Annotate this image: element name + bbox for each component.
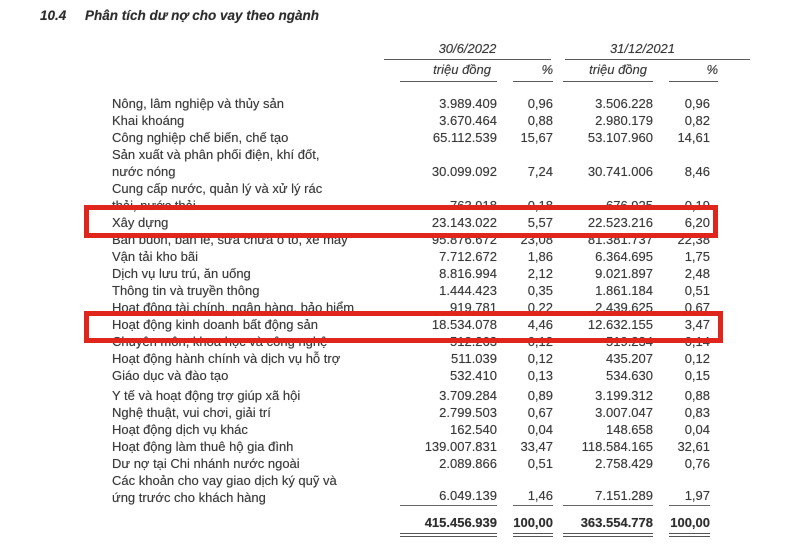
industry-label: Nông, lâm nghiệp và thủy sản bbox=[112, 96, 284, 111]
amount-2021: 81.381.737 bbox=[587, 232, 653, 247]
percent-2021: 100,00 bbox=[653, 506, 710, 537]
amount-2022: 65.112.539 bbox=[432, 130, 497, 145]
amount-2022: 511.039 bbox=[450, 351, 497, 366]
amount-2022: 8.816.994 bbox=[439, 266, 497, 281]
percent-2021: 0,04 bbox=[684, 422, 710, 437]
industry-label: Giáo dục và đào tạo bbox=[112, 368, 229, 383]
percent-2021: 0,82 bbox=[684, 113, 710, 128]
percent-header-2022: % bbox=[497, 60, 553, 82]
amount-2022: 162.540 bbox=[450, 422, 497, 437]
table-row bbox=[112, 455, 710, 472]
percent-2022: 0,18 bbox=[527, 198, 553, 213]
table-row bbox=[112, 282, 710, 299]
amount-2022: 2.089.866 bbox=[439, 456, 497, 471]
percent-2021: 2,48 bbox=[684, 266, 710, 281]
percent-2022: 1,86 bbox=[527, 249, 553, 264]
industry-label: Y tế và hoạt động trợ giúp xã hội bbox=[112, 388, 301, 403]
amount-2022: 6.049.139 bbox=[390, 472, 497, 506]
amount-2021: 53.107.960 bbox=[587, 130, 653, 145]
percent-2022: 0,22 bbox=[527, 300, 553, 315]
amount-2022: 512.263 bbox=[450, 334, 497, 349]
loan-table-body bbox=[112, 82, 710, 537]
percent-2022: 0,04 bbox=[527, 422, 553, 437]
amount-2022: 30.099.092 bbox=[431, 164, 497, 179]
industry-label: Hoạt động kinh doanh bất động sản bbox=[112, 317, 319, 332]
amount-2022: 139.007.831 bbox=[424, 439, 497, 454]
amount-2021: 7.151.289 bbox=[553, 472, 653, 506]
percent-2021: 0,96 bbox=[684, 96, 710, 111]
amount-2021: 118.584.165 bbox=[581, 439, 653, 454]
highlight-box-xay-dung bbox=[84, 205, 718, 238]
amount-2022: 1.444.423 bbox=[439, 283, 497, 298]
industry-label: Cung cấp nước, quản lý và xử lý rác thải, nước thải bbox=[112, 181, 323, 213]
percent-2021: 0,14 bbox=[684, 334, 710, 349]
percent-2021: 0,19 bbox=[684, 198, 710, 213]
table-header bbox=[112, 40, 718, 82]
table-row bbox=[112, 421, 710, 438]
percent-2022: 0,51 bbox=[527, 456, 553, 471]
amount-2021: 22.523.216 bbox=[587, 215, 653, 230]
amount-2021: 12.632.155 bbox=[587, 317, 653, 332]
amount-2021: 3.007.047 bbox=[595, 405, 653, 420]
amount-2022: 3.989.409 bbox=[439, 96, 497, 111]
percent-2021: 0,15 bbox=[684, 368, 710, 383]
percent-2022: 1,46 bbox=[497, 472, 553, 506]
table-row bbox=[112, 367, 710, 384]
highlight-box-bat-dong-san bbox=[84, 311, 723, 343]
industry-label: Hoạt động hành chính và dịch vụ hỗ trợ bbox=[112, 351, 341, 366]
period-header-2021: 31/12/2021 bbox=[553, 40, 710, 60]
industry-label: Sản xuất và phân phối điện, khí đốt, nước nóng bbox=[112, 147, 320, 179]
percent-2021: 22,38 bbox=[677, 232, 710, 247]
industry-label: Dịch vụ lưu trú, ăn uống bbox=[112, 266, 251, 281]
percent-2021: 0,88 bbox=[684, 388, 710, 403]
amount-2021: 2.439.625 bbox=[595, 300, 653, 315]
table-row bbox=[112, 404, 710, 421]
table-row bbox=[112, 129, 710, 146]
amount-2022: 415.456.939 bbox=[390, 506, 497, 537]
table-row bbox=[112, 82, 710, 112]
amount-2022: 763.918 bbox=[450, 198, 497, 213]
percent-2021: 0,12 bbox=[684, 351, 710, 366]
amount-2022: 7.712.672 bbox=[439, 249, 497, 264]
percent-2021: 3,47 bbox=[684, 317, 710, 332]
percent-2022: 0,35 bbox=[527, 283, 553, 298]
amount-2021: 3.199.312 bbox=[595, 388, 653, 403]
industry-label: Nghệ thuật, vui chơi, giải trí bbox=[112, 405, 271, 420]
percent-2021: 0,76 bbox=[684, 456, 710, 471]
table-row bbox=[112, 384, 710, 404]
amount-2022: 23.143.022 bbox=[431, 215, 497, 230]
loan-by-industry-table bbox=[112, 40, 718, 537]
section-number: 10.4 bbox=[40, 8, 67, 23]
percent-2022: 0,12 bbox=[527, 334, 553, 349]
percent-2022: 5,57 bbox=[527, 215, 553, 230]
amount-2022: 2.799.503 bbox=[439, 405, 497, 420]
percent-2021: 1,97 bbox=[653, 472, 710, 506]
percent-2022: 0,67 bbox=[527, 405, 553, 420]
header-spacer bbox=[112, 40, 390, 60]
percent-2021: 1,75 bbox=[684, 249, 710, 264]
industry-label: Vận tải kho bãi bbox=[112, 249, 199, 264]
percent-2021: 14,61 bbox=[677, 130, 710, 145]
industry-label: Khai khoáng bbox=[112, 113, 185, 128]
amount-2021: 3.506.228 bbox=[595, 96, 653, 111]
industry-label: Thông tin và truyền thông bbox=[112, 283, 260, 298]
percent-2022: 0,96 bbox=[527, 96, 553, 111]
table-row bbox=[112, 438, 710, 455]
industry-label: Xây dựng bbox=[112, 215, 169, 230]
table-row bbox=[112, 248, 710, 265]
percent-2021: 32,61 bbox=[677, 439, 710, 454]
amount-2021: 6.364.695 bbox=[595, 249, 653, 264]
table-row bbox=[112, 112, 710, 129]
amount-2022: 3.709.284 bbox=[439, 388, 497, 403]
percent-2021: 6,20 bbox=[684, 215, 710, 230]
percent-2022: 0,12 bbox=[527, 351, 553, 366]
amount-2022: 18.534.078 bbox=[431, 317, 497, 332]
amount-2021: 9.021.897 bbox=[595, 266, 653, 281]
unit-header-2022: triệu đồng bbox=[390, 60, 497, 82]
percent-2021: 0,67 bbox=[684, 300, 710, 315]
percent-2022: 4,46 bbox=[527, 317, 553, 332]
percent-2022: 7,24 bbox=[527, 164, 553, 179]
period-header-2022: 30/6/2022 bbox=[390, 40, 553, 60]
percent-2021: 8,46 bbox=[684, 164, 710, 179]
percent-2022: 100,00 bbox=[497, 506, 553, 537]
amount-2021: 363.554.778 bbox=[553, 506, 653, 537]
amount-2022: 3.670.464 bbox=[439, 113, 497, 128]
percent-2021: 0,51 bbox=[684, 283, 710, 298]
amount-2021: 2.758.429 bbox=[595, 456, 653, 471]
section-title-text: Phân tích dư nợ cho vay theo ngành bbox=[85, 8, 319, 23]
percent-2022: 33,47 bbox=[520, 439, 553, 454]
percent-2022: 23,08 bbox=[520, 232, 553, 247]
amount-2021: 534.630 bbox=[606, 368, 653, 383]
total-row bbox=[112, 506, 710, 537]
industry-label: Hoạt động tài chính, ngân hàng, bảo hiểm bbox=[112, 300, 355, 315]
percent-2022: 2,12 bbox=[527, 266, 553, 281]
amount-2021: 676.925 bbox=[606, 198, 653, 213]
table-row bbox=[112, 472, 710, 506]
amount-2021: 435.207 bbox=[606, 351, 653, 366]
percent-header-2021: % bbox=[653, 60, 710, 82]
percent-2022: 0,88 bbox=[527, 113, 553, 128]
unit-header-2021: triệu đồng bbox=[553, 60, 653, 82]
industry-label: Các khoản cho vay giao dịch ký quỹ và ứng trước cho khách hàng bbox=[112, 473, 337, 505]
table-row bbox=[112, 146, 710, 180]
amount-2022: 532.410 bbox=[450, 368, 497, 383]
industry-label: Bán buôn, bán lẻ, sửa chữa ô tô, xe máy bbox=[112, 232, 348, 247]
section-title bbox=[40, 8, 319, 23]
amount-2022: 95.876.672 bbox=[431, 232, 497, 247]
industry-label: Dư nợ tại Chi nhánh nước ngoài bbox=[112, 456, 300, 471]
industry-label: Hoạt động làm thuê hộ gia đình bbox=[112, 439, 294, 454]
industry-label: Hoạt động dịch vụ khác bbox=[112, 422, 248, 437]
amount-2021: 30.741.006 bbox=[587, 164, 653, 179]
industry-label bbox=[112, 506, 390, 537]
header-spacer bbox=[112, 60, 390, 82]
percent-2022: 0,89 bbox=[527, 388, 553, 403]
industry-label: Công nghiệp chế biến, chế tạo bbox=[112, 130, 289, 145]
table-row bbox=[112, 265, 710, 282]
amount-2021: 519.234 bbox=[606, 334, 653, 349]
table-row bbox=[112, 350, 710, 367]
amount-2021: 1.861.184 bbox=[595, 283, 653, 298]
percent-2021: 0,83 bbox=[684, 405, 710, 420]
amount-2021: 2.980.179 bbox=[595, 113, 653, 128]
amount-2021: 148.658 bbox=[606, 422, 653, 437]
industry-label: Chuyên môn, khoa học và công nghệ bbox=[112, 334, 328, 349]
percent-2022: 15,67 bbox=[520, 130, 553, 145]
amount-2022: 919.781 bbox=[450, 300, 497, 315]
percent-2022: 0,13 bbox=[527, 368, 553, 383]
